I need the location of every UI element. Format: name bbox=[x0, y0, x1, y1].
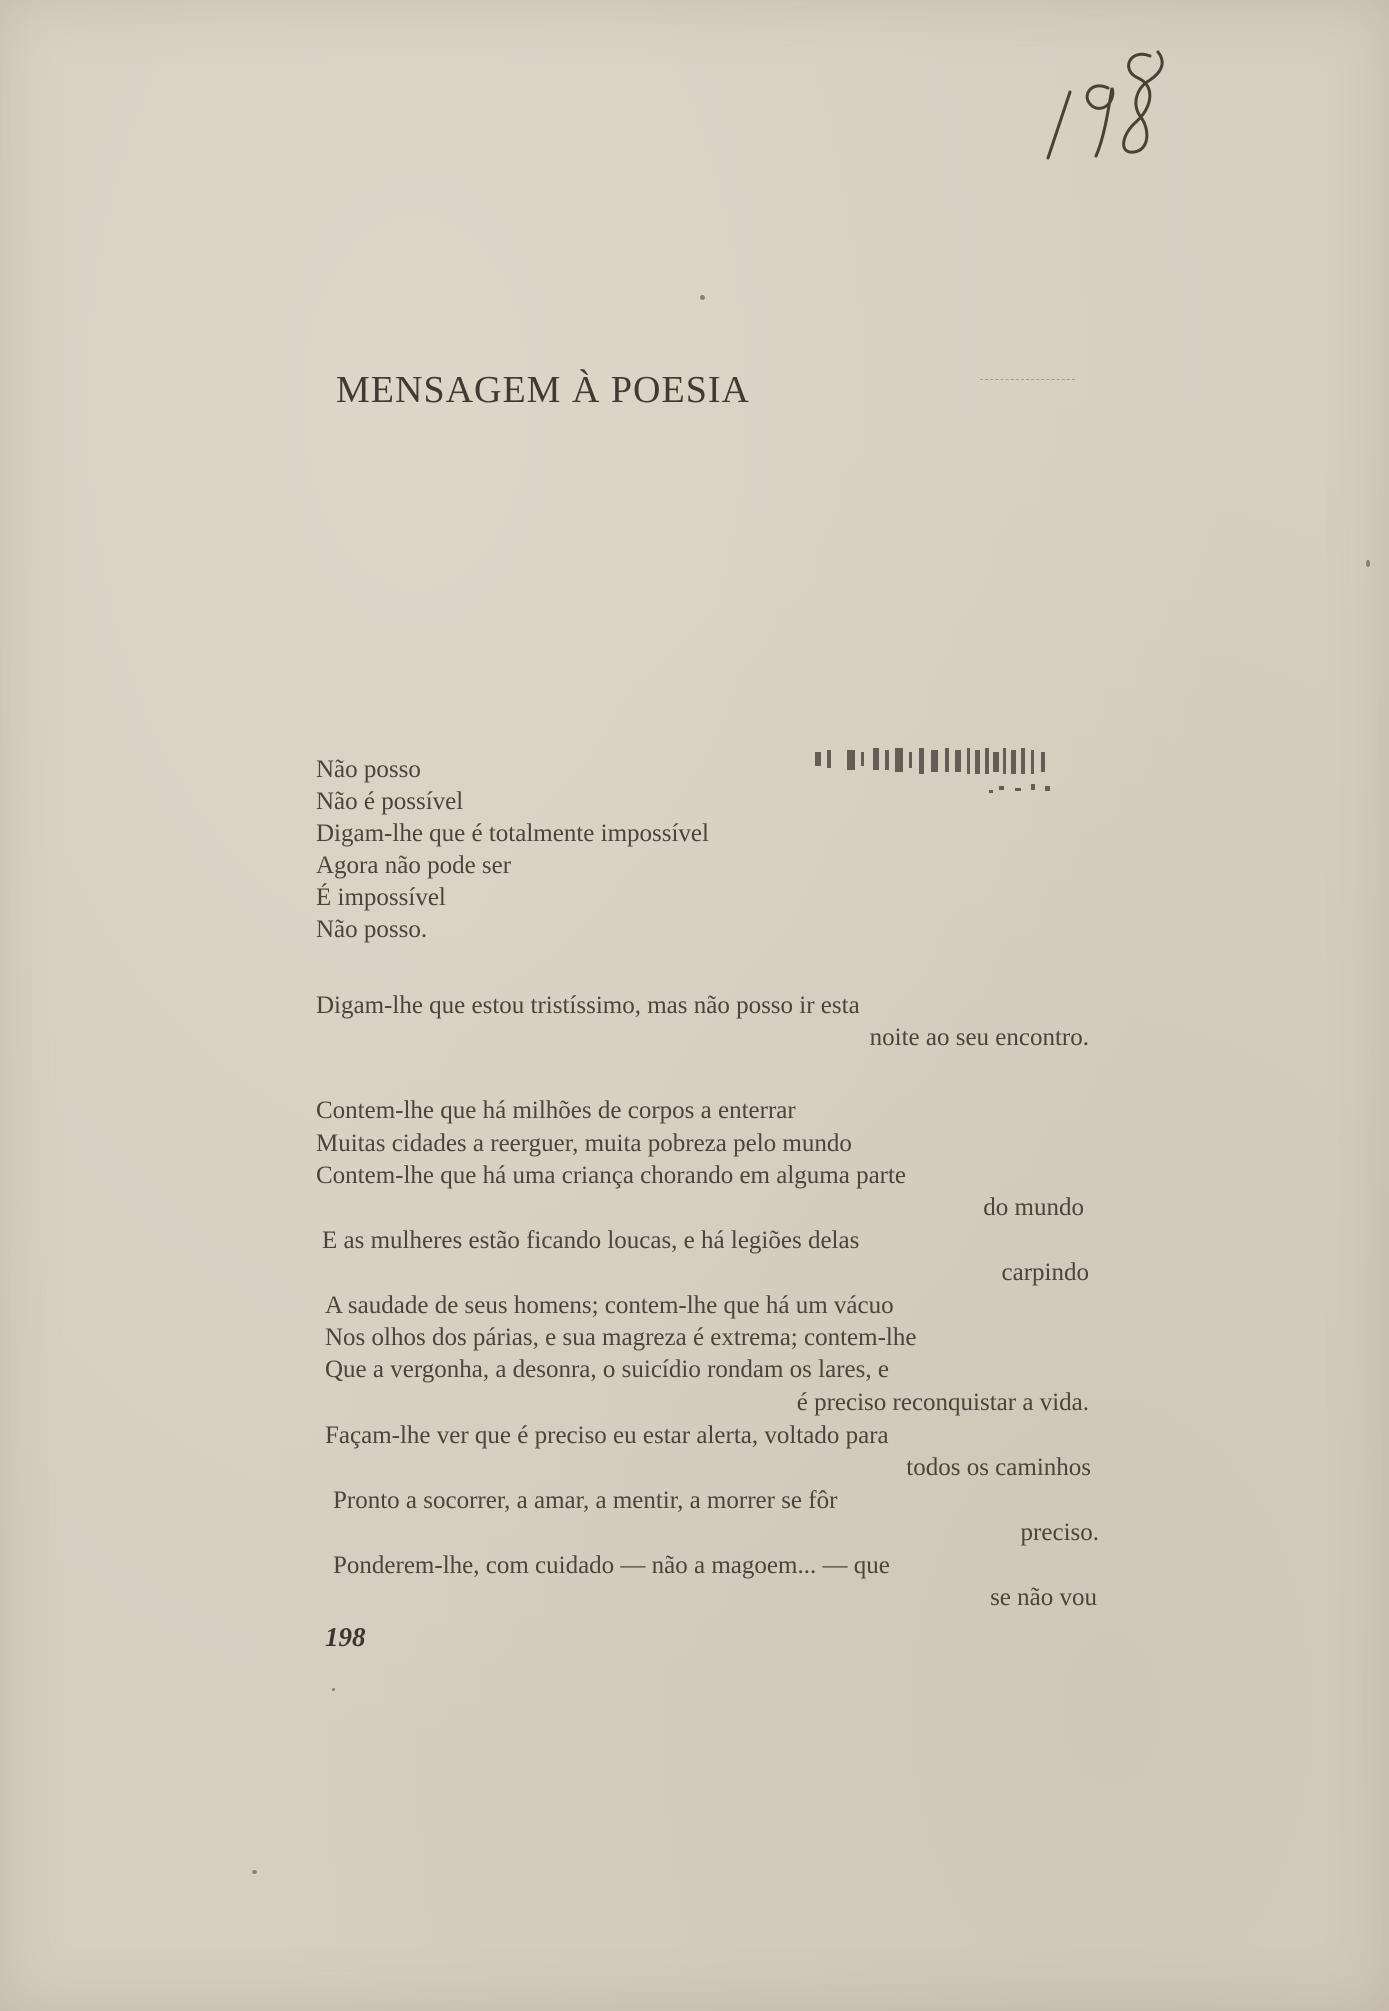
paper-speck bbox=[252, 1870, 257, 1874]
poem-line: Digam-lhe que é totalmente impossível bbox=[316, 820, 709, 847]
paper-speck bbox=[332, 1688, 335, 1691]
poem-line: Façam-lhe ver que é preciso eu estar alerta, voltado para bbox=[325, 1422, 889, 1449]
poem-line-continuation: preciso. bbox=[1020, 1519, 1099, 1546]
poem-line: Não posso bbox=[316, 756, 421, 783]
poem-line-continuation: carpindo bbox=[1001, 1259, 1089, 1286]
page-title: MENSAGEM À POESIA bbox=[336, 369, 750, 411]
poem-line: Contem-lhe que há milhões de corpos a enterrar bbox=[316, 1097, 796, 1124]
poem-line: Pronto a socorrer, a amar, a mentir, a morrer se fôr bbox=[333, 1487, 838, 1514]
poem-line-continuation: é preciso reconquistar a vida. bbox=[796, 1389, 1089, 1416]
poem-line: Não é possível bbox=[316, 788, 464, 815]
poem-line: Muitas cidades a reerguer, muita pobreza pelo mundo bbox=[316, 1130, 852, 1157]
poem-line: Que a vergonha, a desonra, o suicídio rondam os lares, e bbox=[325, 1356, 889, 1383]
poem-line-continuation: noite ao seu encontro. bbox=[869, 1024, 1089, 1051]
poem-line: Não posso. bbox=[316, 916, 428, 943]
poem-line: Contem-lhe que há uma criança chorando em alguma parte bbox=[316, 1162, 907, 1189]
poem-line: Nos olhos dos párias, e sua magreza é extrema; contem-lhe bbox=[325, 1324, 917, 1351]
poem-line: É impossível bbox=[316, 884, 446, 911]
poem-line-continuation: do mundo bbox=[983, 1194, 1084, 1221]
poem-line: Ponderem-lhe, com cuidado — não a magoem... — que bbox=[333, 1552, 890, 1579]
poem-line-continuation: todos os caminhos bbox=[906, 1454, 1091, 1481]
paper-speck bbox=[1366, 560, 1370, 567]
paper-speck bbox=[700, 295, 705, 300]
printed-page-number: 198 bbox=[325, 1622, 366, 1652]
poem-line-continuation: se não vou bbox=[990, 1584, 1097, 1611]
poem-line: E as mulheres estão ficando loucas, e há legiões delas bbox=[322, 1227, 860, 1254]
poem-line: Digam-lhe que estou tristíssimo, mas não posso ir esta bbox=[316, 992, 860, 1019]
poem-line: A saudade de seus homens; contem-lhe que há um vácuo bbox=[325, 1292, 894, 1319]
poem-line: Agora não pode ser bbox=[316, 852, 512, 879]
